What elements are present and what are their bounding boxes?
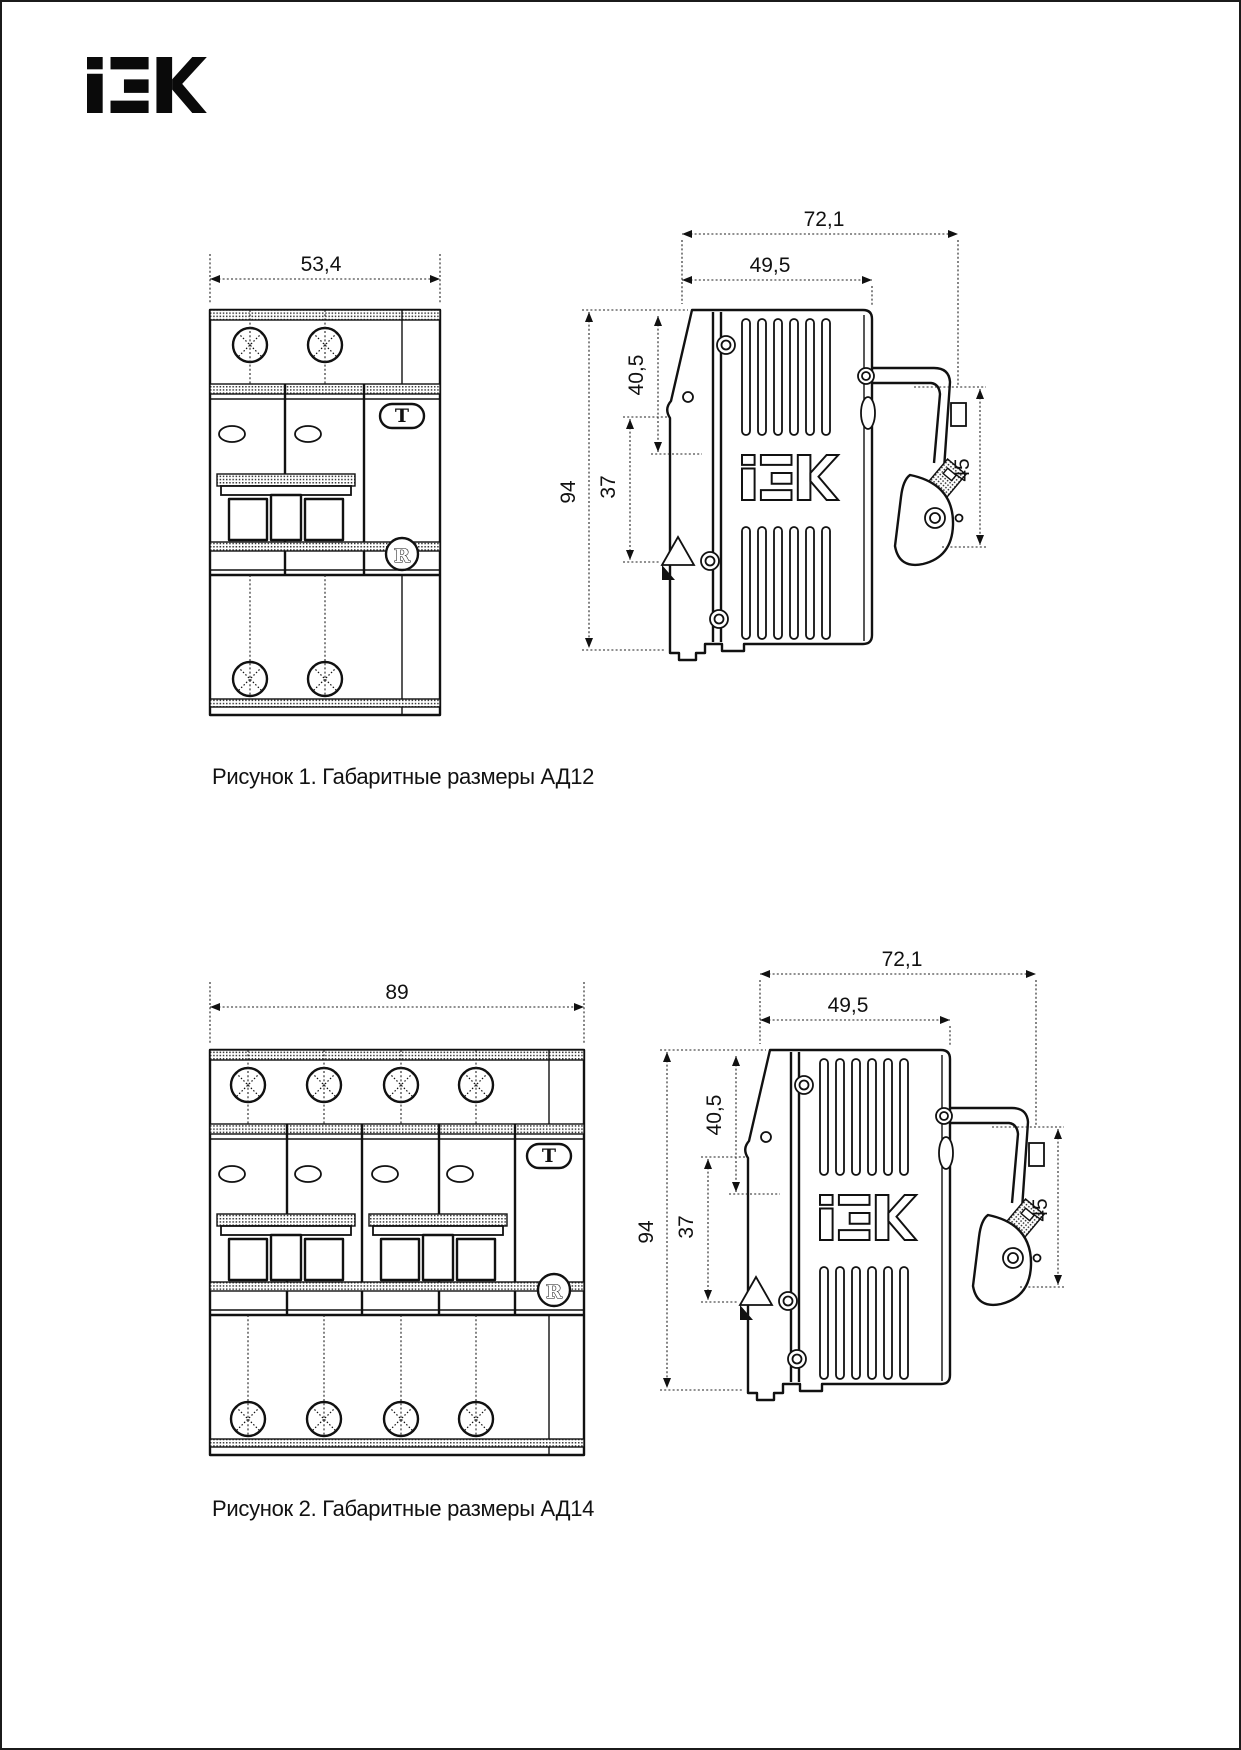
dim-terminal-height: 45 <box>951 458 974 482</box>
dim-depth-total: 72,1 <box>881 948 923 971</box>
figure1-caption: Рисунок 1. Габаритные размеры АД12 <box>212 764 595 789</box>
test-button-label: T <box>394 405 410 427</box>
dim-depth-case: 49,5 <box>827 994 869 1017</box>
dim-height: 94 <box>635 1220 658 1244</box>
figure2-front-width-dimension <box>210 981 584 1045</box>
figure2-caption: Рисунок 2. Габаритные размеры АД14 <box>212 1496 595 1521</box>
figure2-side-view <box>635 948 1064 1400</box>
test-button <box>380 404 424 428</box>
test-button-label: T <box>541 1145 557 1167</box>
dim-rail-offset: 37 <box>597 475 620 499</box>
dim-rail-offset: 37 <box>675 1215 698 1239</box>
dim-height: 94 <box>557 480 580 504</box>
dimension-drawings <box>2 2 1241 1750</box>
figure1-side-view <box>557 208 986 660</box>
dim-top-offset: 40,5 <box>625 354 648 396</box>
figure2-front-view <box>210 981 584 1455</box>
dim-width-ad12: 53,4 <box>300 253 342 276</box>
dim-terminal-height: 45 <box>1029 1198 1052 1222</box>
test-button <box>527 1144 571 1168</box>
reset-button-label: R <box>546 1281 562 1303</box>
dim-depth-case: 49,5 <box>749 254 791 277</box>
figure1-front-view <box>210 253 440 715</box>
reset-button <box>386 538 418 570</box>
dim-depth-total: 72,1 <box>803 208 845 231</box>
dim-width-ad14: 89 <box>385 981 409 1004</box>
reset-button <box>538 1274 570 1306</box>
dim-top-offset: 40,5 <box>703 1094 726 1136</box>
figure1-front-width-dimension <box>210 253 440 304</box>
toggle-handles <box>217 474 355 540</box>
iek-logo <box>87 57 207 113</box>
reset-button-label: R <box>394 545 410 567</box>
